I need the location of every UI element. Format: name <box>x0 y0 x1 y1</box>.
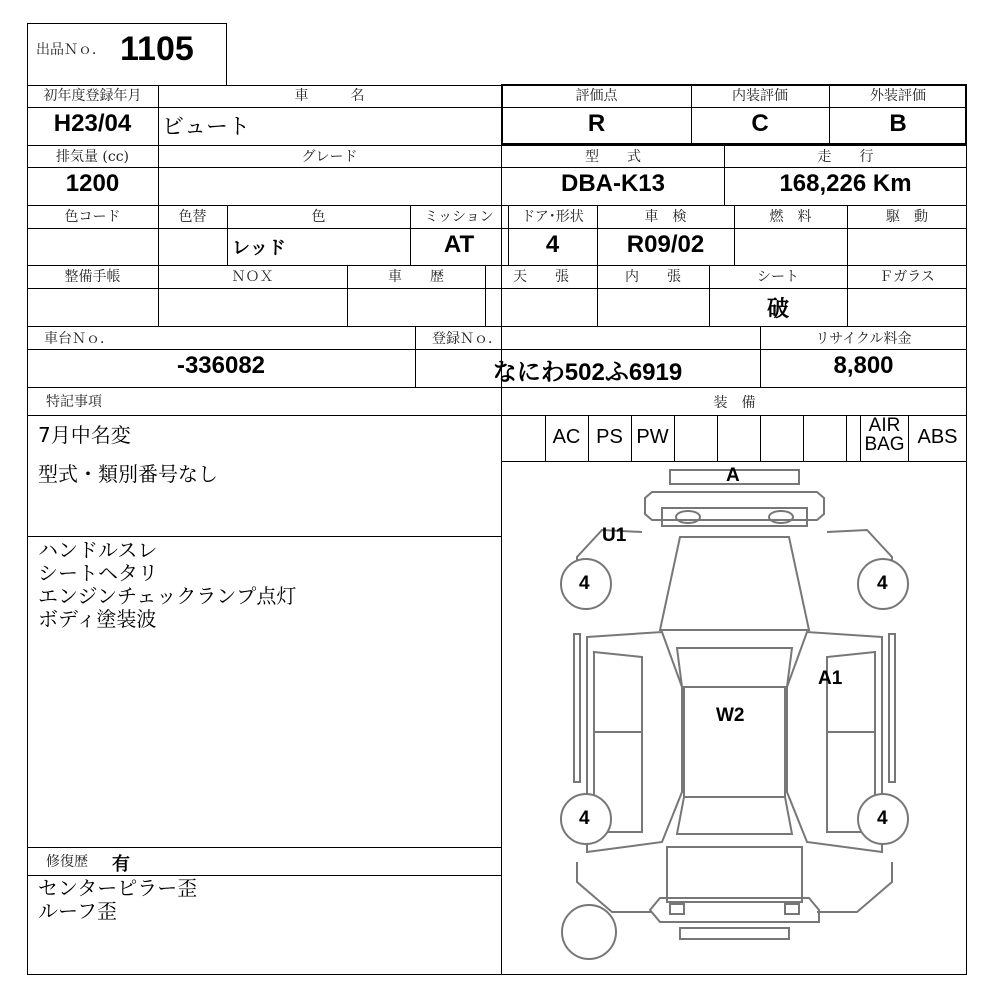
repair-value: 有 <box>112 854 130 874</box>
first-reg-value: H23/04 <box>53 110 132 137</box>
tire-rear-right: 4 <box>877 808 888 829</box>
tire-front-right: 4 <box>877 573 888 594</box>
equipment-label: 装 備 <box>713 395 756 411</box>
model-value: DBA-K13 <box>560 170 665 197</box>
manual-label: 整備手帳 <box>64 269 121 285</box>
score-label: 評価点 <box>575 88 618 104</box>
history-label: 車 歴 <box>388 269 444 285</box>
displacement-label: 排気量 (cc) <box>55 149 130 165</box>
equip-abs: ABS <box>917 426 958 448</box>
grade-label: グレード <box>301 149 358 165</box>
exterior-value: B <box>889 110 907 137</box>
notes-item: エンジンチェックランプ点灯 <box>38 584 297 608</box>
inspection-label: 車 検 <box>644 209 687 225</box>
seat-value: 破 <box>766 296 789 321</box>
equip-ps: PS <box>596 426 623 448</box>
repair-item: センターピラー歪 <box>38 876 198 900</box>
tire-front-left: 4 <box>579 573 590 594</box>
model-label: 型 式 <box>585 149 641 165</box>
notes-item: シートヘタリ <box>38 561 158 585</box>
score-value: R <box>587 110 606 137</box>
displacement-value: 1200 <box>65 170 120 197</box>
notes-label: 特記事項 <box>46 394 102 410</box>
car-name-value: ビュート <box>162 114 251 139</box>
plate-value: なにわ502ふ6919 <box>492 359 683 386</box>
repaint-label: 色替 <box>178 209 207 225</box>
equip-ac: AC <box>552 426 581 448</box>
color-code-label: 色コード <box>64 209 121 225</box>
first-reg-label: 初年度登録年月 <box>43 88 142 104</box>
inspection-value: R09/02 <box>626 231 705 258</box>
door-value: 4 <box>545 231 560 258</box>
recycle-value: 8,800 <box>833 352 894 379</box>
plate-label: 登録Ｎｏ． <box>432 331 502 347</box>
recycle-label: リサイクル料金 <box>815 331 912 347</box>
color-label: 色 <box>311 209 326 225</box>
tire-rear-left: 4 <box>579 808 590 829</box>
exterior-label: 外装評価 <box>870 88 926 104</box>
car-name-label: 車 名 <box>294 88 365 104</box>
mission-value: AT <box>443 231 475 258</box>
damage-mark-w2: W2 <box>716 705 745 726</box>
drive-label: 駆 動 <box>886 209 928 225</box>
seat-label: シート <box>757 269 799 285</box>
lot-number: 1105 <box>120 30 194 68</box>
notes-line-1: 7月中名変 <box>38 423 131 447</box>
nox-label: ＮＯＸ <box>231 269 274 285</box>
inner-label: 内 張 <box>625 269 681 285</box>
equip-pw: PW <box>636 426 669 448</box>
chassis-value: -336082 <box>176 352 266 379</box>
glass-label: Ｆガラス <box>879 269 935 285</box>
repair-label: 修復歴 <box>46 854 88 870</box>
color-value: レッド <box>232 238 286 258</box>
notes-item: ハンドルスレ <box>38 538 158 562</box>
fuel-label: 燃 料 <box>769 209 812 225</box>
lot-number-label: 出品Ｎｏ． <box>36 42 106 58</box>
interior-label: 内装評価 <box>732 88 788 104</box>
mileage-label: 走 行 <box>817 149 874 165</box>
door-label: ドア･形状 <box>521 209 584 225</box>
roof-label: 天 張 <box>513 269 569 285</box>
notes-line-2: 型式・類別番号なし <box>38 462 218 486</box>
chassis-label: 車台Ｎｏ． <box>44 331 114 347</box>
equip-airbag: AIR BAG <box>864 415 905 455</box>
mileage-value: 168,226 Km <box>779 170 912 197</box>
mission-label: ミッション <box>424 209 494 225</box>
damage-mark-a: A <box>726 465 740 486</box>
repair-item: ルーフ歪 <box>38 899 117 923</box>
notes-item: ボディ塗装波 <box>38 607 157 631</box>
damage-mark-a1: A1 <box>818 668 843 689</box>
interior-value: C <box>751 110 769 137</box>
damage-mark-u1: U1 <box>602 525 627 546</box>
